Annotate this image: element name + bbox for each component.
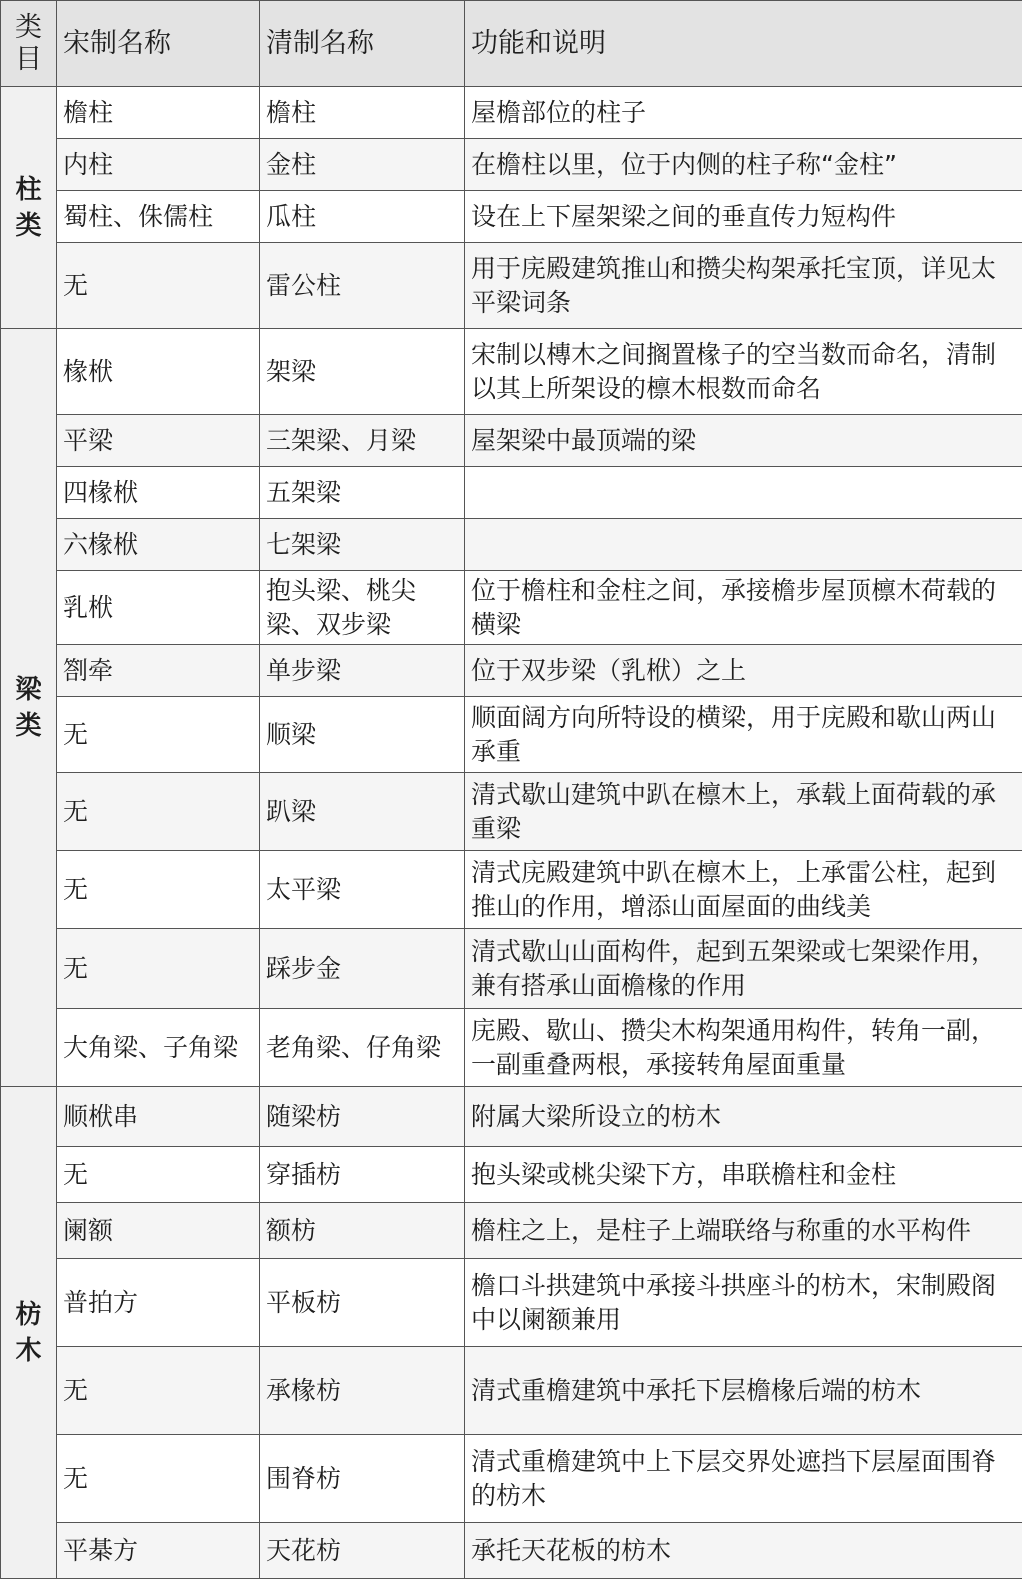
song-name-header: 宋制名称 [57,1,260,87]
qing-name-cell: 趴梁 [260,773,465,851]
song-name-cell: 无 [57,929,260,1009]
qing-name-cell: 七架梁 [260,519,465,571]
description-cell: 檐口斗拱建筑中承接斗拱座斗的枋木，宋制殿阁中以阑额兼用 [465,1259,1022,1347]
category-header-char: 类 [15,11,42,43]
table-row [1,645,1022,697]
description-cell: 顺面阔方向所特设的横梁，用于庑殿和歇山两山承重 [465,697,1022,773]
table-row [1,87,1022,139]
song-name-cell: 平棊方 [57,1523,260,1579]
table-row [1,139,1022,191]
table-row [1,929,1022,1009]
song-name-cell: 无 [57,851,260,929]
table-row [1,329,1022,415]
description-cell: 清式重檐建筑中承托下层檐椽后端的枋木 [465,1347,1022,1435]
description-cell: 附属大梁所设立的枋木 [465,1087,1022,1147]
qing-name-cell: 随梁枋 [260,1087,465,1147]
description-cell: 设在上下屋架梁之间的垂直传力短构件 [465,191,1022,243]
table-row [1,1147,1022,1203]
qing-name-cell: 金柱 [260,139,465,191]
table-row [1,1087,1022,1147]
table-row [1,1347,1022,1435]
qing-name-cell: 抱头梁、桃尖梁、双步梁 [260,571,465,645]
description-cell: 清式重檐建筑中上下层交界处遮挡下层屋面围脊的枋木 [465,1435,1022,1523]
table-row [1,191,1022,243]
table-row [1,519,1022,571]
song-name-cell: 无 [57,243,260,329]
qing-name-cell: 单步梁 [260,645,465,697]
song-name-cell: 四椽栿 [57,467,260,519]
category-header-char: 目 [15,43,42,75]
song-name-cell: 平梁 [57,415,260,467]
description-cell: 承托天花板的枋木 [465,1523,1022,1579]
qing-name-cell: 天花枋 [260,1523,465,1579]
description-cell: 清式歇山建筑中趴在檩木上，承载上面荷载的承重梁 [465,773,1022,851]
description-cell [465,467,1022,519]
category-cell-tie-beams [1,1087,57,1579]
qing-name-cell: 太平梁 [260,851,465,929]
table-row [1,467,1022,519]
category-char: 类 [15,710,42,741]
song-name-cell: 蜀柱、侏儒柱 [57,191,260,243]
qing-name-cell: 檐柱 [260,87,465,139]
table-row [1,697,1022,773]
song-name-cell: 劄牵 [57,645,260,697]
song-name-cell: 顺栿串 [57,1087,260,1147]
song-name-cell: 普拍方 [57,1259,260,1347]
category-char: 柱 [15,174,42,205]
song-name-cell: 无 [57,697,260,773]
song-name-cell: 内柱 [57,139,260,191]
category-char: 木 [15,1335,42,1366]
qing-name-cell: 架梁 [260,329,465,415]
category-cell-beams [1,329,57,1087]
qing-name-cell: 顺梁 [260,697,465,773]
table-row [1,1009,1022,1087]
category-char: 梁 [15,674,42,705]
table-row [1,773,1022,851]
description-cell: 檐柱之上，是柱子上端联络与称重的水平构件 [465,1203,1022,1259]
table-row [1,243,1022,329]
category-cell-columns [1,87,57,329]
description-cell: 宋制以槫木之间搁置椽子的空当数而命名，清制以其上所架设的檩木根数而命名 [465,329,1022,415]
qing-name-cell: 平板枋 [260,1259,465,1347]
description-cell: 屋檐部位的柱子 [465,87,1022,139]
table-row [1,415,1022,467]
table-row [1,851,1022,929]
description-cell: 庑殿、歇山、攒尖木构架通用构件，转角一副，一副重叠两根，承接转角屋面重量 [465,1009,1022,1087]
song-name-cell: 无 [57,1435,260,1523]
qing-name-cell: 踩步金 [260,929,465,1009]
song-name-cell: 椽栿 [57,329,260,415]
qing-name-cell: 三架梁、月梁 [260,415,465,467]
description-cell: 屋架梁中最顶端的梁 [465,415,1022,467]
description-cell: 位于双步梁（乳栿）之上 [465,645,1022,697]
song-name-cell: 阑额 [57,1203,260,1259]
category-char: 类 [15,210,42,241]
description-cell [465,519,1022,571]
description-cell: 在檐柱以里，位于内侧的柱子称“金柱” [465,139,1022,191]
qing-name-header: 清制名称 [260,1,465,87]
description-cell: 清式庑殿建筑中趴在檩木上，上承雷公柱，起到推山的作用，增添山面屋面的曲线美 [465,851,1022,929]
song-name-cell: 无 [57,1147,260,1203]
description-cell: 用于庑殿建筑推山和攒尖构架承托宝顶，详见太平梁词条 [465,243,1022,329]
qing-name-cell: 老角梁、仔角梁 [260,1009,465,1087]
qing-name-cell: 雷公柱 [260,243,465,329]
qing-name-cell: 瓜柱 [260,191,465,243]
description-cell: 清式歇山山面构件，起到五架梁或七架梁作用，兼有搭承山面檐椽的作用 [465,929,1022,1009]
qing-name-cell: 穿插枋 [260,1147,465,1203]
description-header: 功能和说明 [465,1,1022,87]
qing-name-cell: 额枋 [260,1203,465,1259]
qing-name-cell: 围脊枋 [260,1435,465,1523]
table-row [1,1259,1022,1347]
description-cell: 抱头梁或桃尖梁下方，串联檐柱和金柱 [465,1147,1022,1203]
song-name-cell: 无 [57,1347,260,1435]
song-name-cell: 大角梁、子角梁 [57,1009,260,1087]
qing-name-cell: 五架梁 [260,467,465,519]
table-row [1,1203,1022,1259]
description-cell: 位于檐柱和金柱之间，承接檐步屋顶檩木荷载的横梁 [465,571,1022,645]
qing-name-cell: 承椽枋 [260,1347,465,1435]
table-row [1,1435,1022,1523]
song-name-cell: 檐柱 [57,87,260,139]
song-name-cell: 六椽栿 [57,519,260,571]
header-row [1,1,1022,87]
category-header [1,1,57,87]
category-char: 枋 [15,1299,42,1330]
song-name-cell: 乳栿 [57,571,260,645]
table-row [1,571,1022,645]
song-name-cell: 无 [57,773,260,851]
table-row [1,1523,1022,1579]
